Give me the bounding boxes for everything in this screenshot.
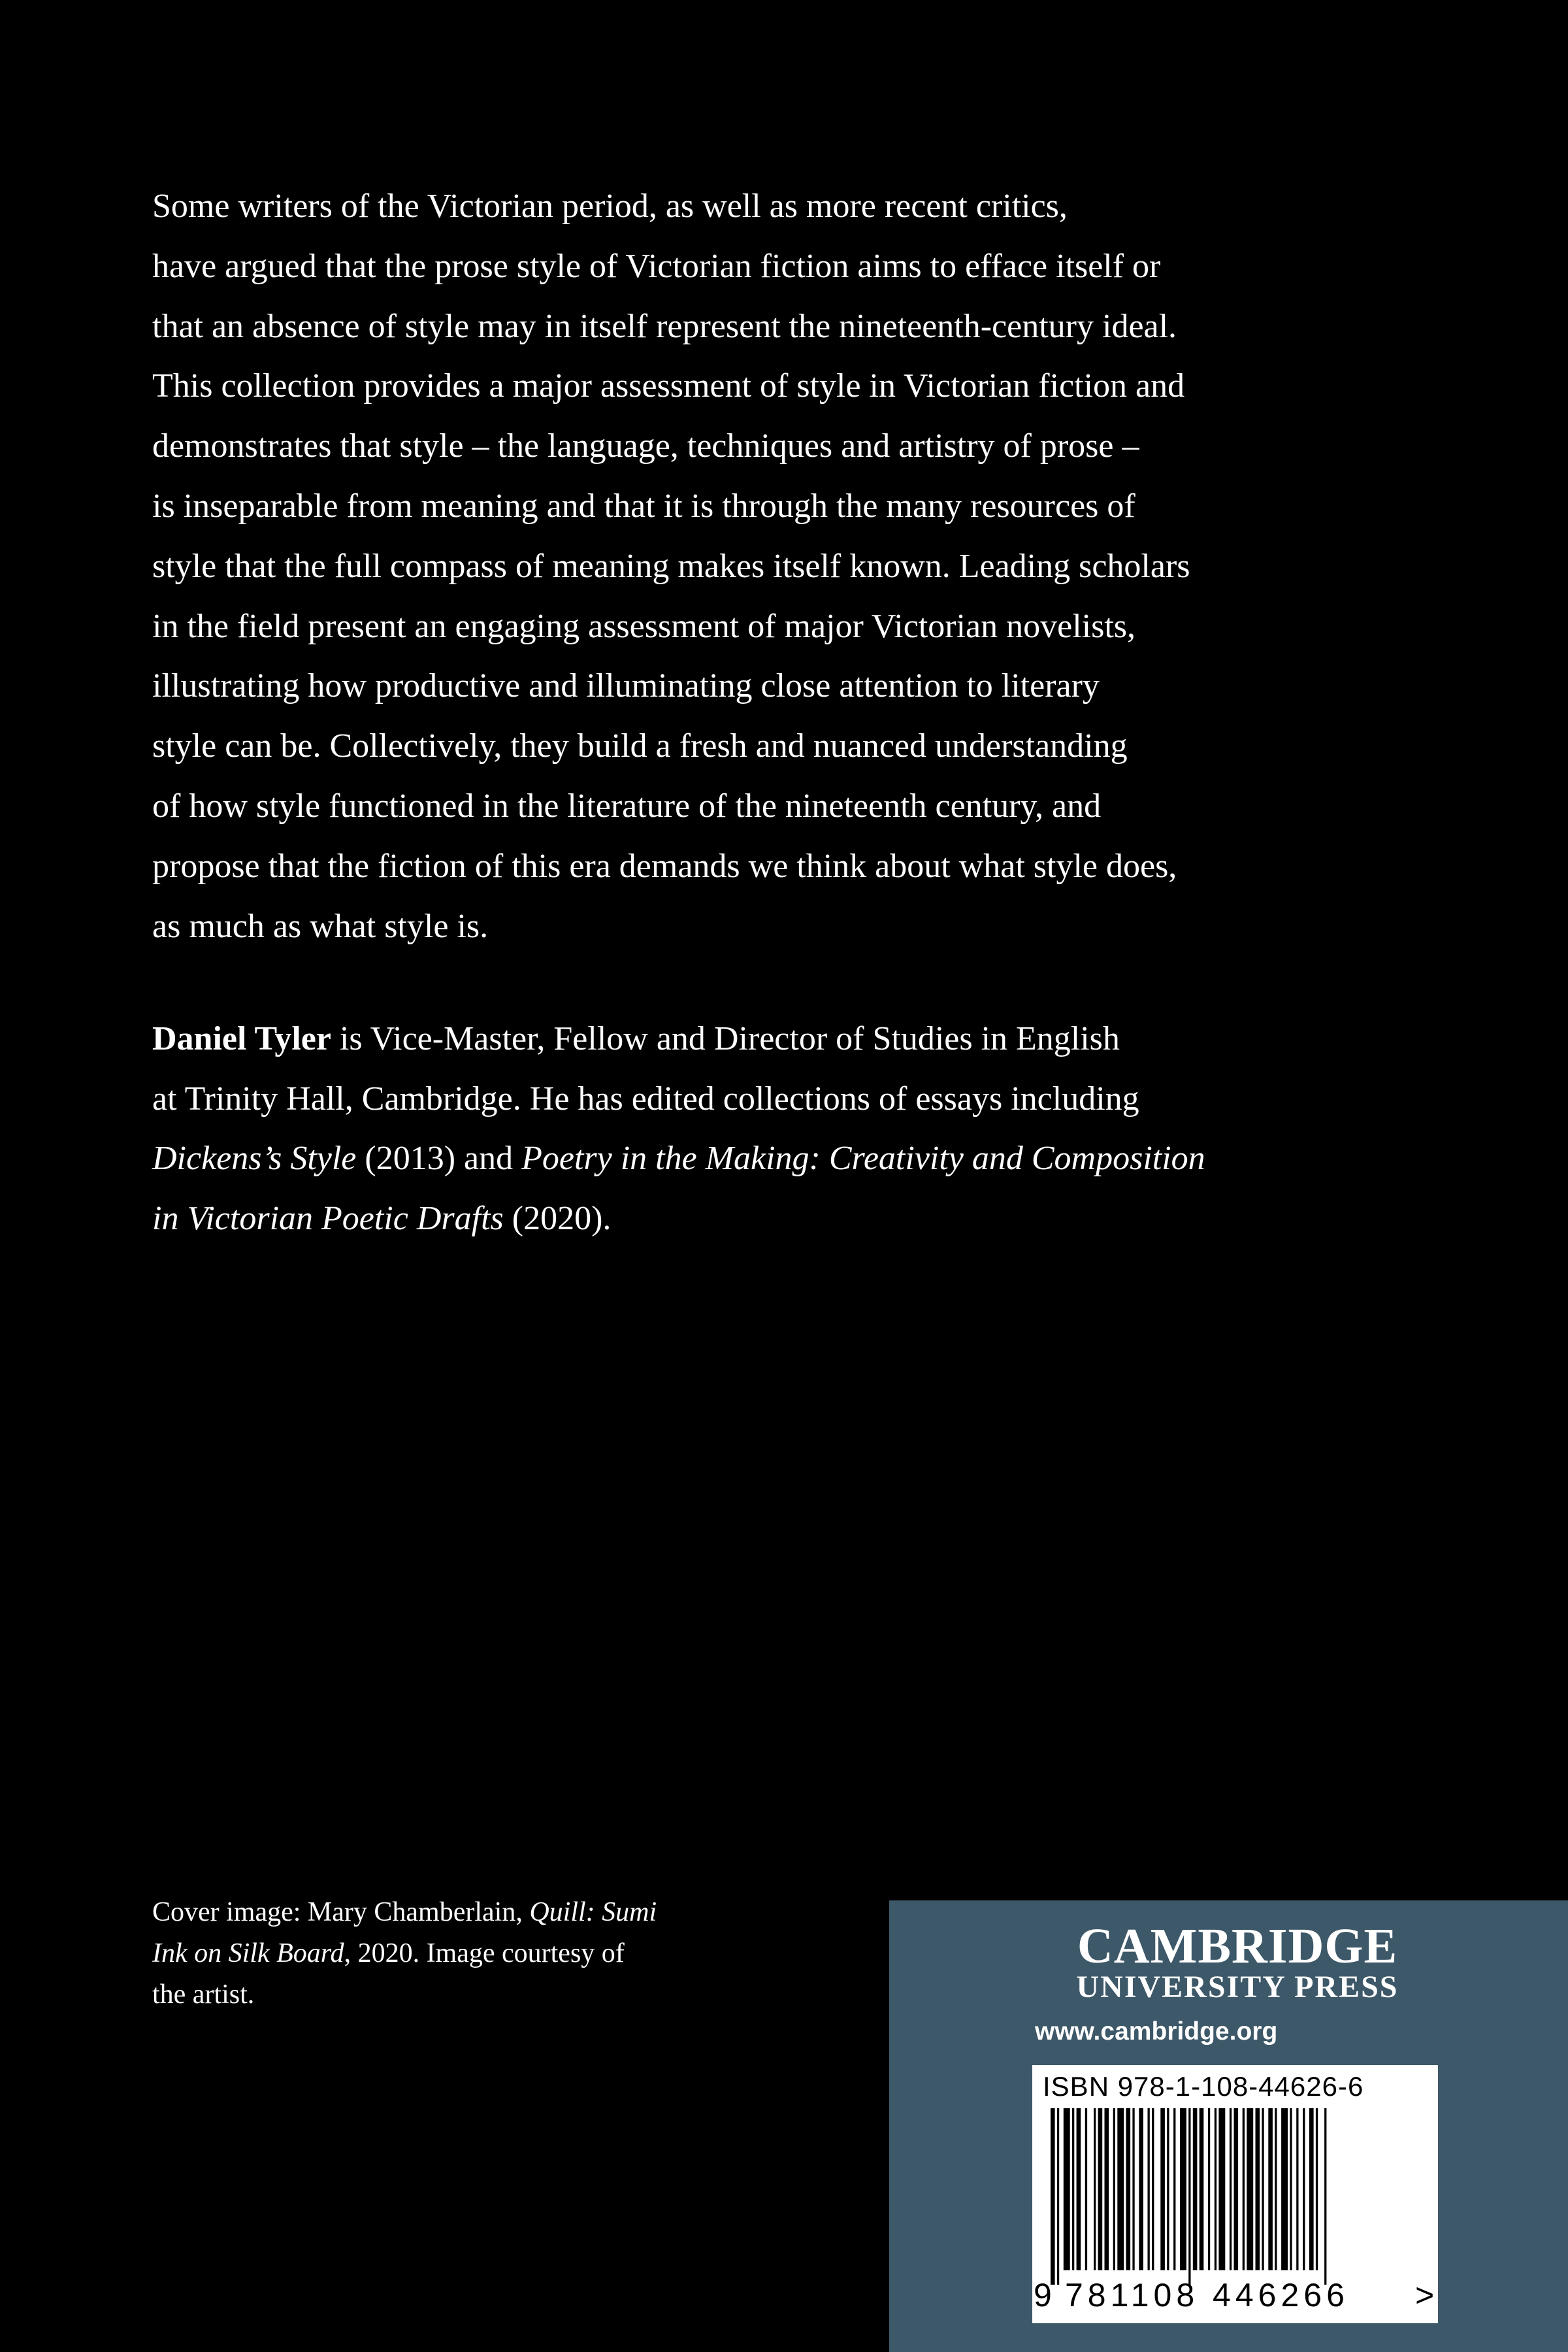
artwork-title-cont: Ink on Silk Board xyxy=(152,1938,344,1968)
barcode-bar xyxy=(1132,2108,1134,2270)
description-line: style that the full compass of meaning makes itself known. Leading scholars xyxy=(152,547,1190,585)
barcode-bar xyxy=(1180,2108,1186,2270)
credit-line: the artist. xyxy=(152,1979,255,2010)
book-title-poetry-in-the-making-cont: in Victorian Poetic Drafts xyxy=(152,1199,504,1237)
book-description xyxy=(152,176,1328,956)
book-title-dickens-style: Dickens’s Style xyxy=(152,1140,357,1177)
barcode-bar xyxy=(1281,2108,1288,2270)
barcode-bar xyxy=(1064,2108,1070,2270)
barcode-bars xyxy=(1051,2108,1410,2285)
barcode-bar xyxy=(1268,2108,1273,2270)
barcode-bar xyxy=(1316,2108,1318,2270)
barcode-bar xyxy=(1098,2108,1103,2270)
bio-line xyxy=(152,1129,1328,1189)
description-line: style can be. Collectively, they build a fresh and nuanced understanding xyxy=(152,727,1128,765)
barcode-bar xyxy=(1072,2108,1074,2270)
barcode-bar xyxy=(1262,2108,1264,2270)
barcode-bar xyxy=(1208,2108,1210,2270)
author-name: Daniel Tyler xyxy=(152,1020,331,1057)
publisher-logo-subtitle: UNIVERSITY PRESS xyxy=(1076,1970,1399,2004)
barcode-bar xyxy=(1152,2108,1154,2270)
barcode-arrow: > xyxy=(1415,2277,1439,2313)
credit-text: Cover image: Mary Chamberlain, xyxy=(152,1897,530,1927)
description-line: propose that the fiction of this era demands we think about what style does, xyxy=(152,847,1177,885)
author-bio xyxy=(152,1009,1328,1248)
barcode-bar xyxy=(1167,2108,1169,2270)
barcode-bar xyxy=(1290,2108,1292,2270)
isbn-barcode xyxy=(1032,2065,1438,2323)
barcode-bar xyxy=(1200,2108,1204,2270)
publisher-logo-name: CAMBRIDGE xyxy=(1077,1919,1398,1974)
barcode-bar xyxy=(1193,2108,1198,2270)
description-line: Some writers of the Victorian period, as well as more recent critics, xyxy=(152,188,1068,225)
description-line: illustrating how productive and illuminating close attention to literary xyxy=(152,667,1100,705)
description-line: demonstrates that style – the language, techniques and artistry of prose – xyxy=(152,427,1139,465)
barcode-bar xyxy=(1051,2108,1055,2285)
barcode-first-digit: 9 xyxy=(1034,2277,1056,2313)
barcode-bar xyxy=(1247,2108,1253,2270)
publisher-url: www.cambridge.org xyxy=(1035,2017,1278,2046)
artwork-title: Quill: Sumi xyxy=(529,1897,657,1927)
barcode-bar xyxy=(1188,2108,1190,2285)
bio-text: (2020). xyxy=(503,1199,612,1237)
barcode-bar xyxy=(1324,2108,1326,2285)
credit-line xyxy=(152,1933,779,1974)
barcode-bar xyxy=(1057,2108,1059,2285)
barcode-bar xyxy=(1117,2108,1124,2270)
barcode-bar xyxy=(1160,2108,1165,2270)
credit-text: , 2020. Image courtesy of xyxy=(344,1938,625,1968)
bio-line xyxy=(152,1189,1328,1249)
bio-text: (2013) and xyxy=(356,1140,522,1177)
bio-line: at Trinity Hall, Cambridge. He has edited collections of essays including xyxy=(152,1080,1139,1118)
book-title-poetry-in-the-making: Poetry in the Making: Creativity and Composition xyxy=(521,1140,1205,1177)
barcode-bar xyxy=(1303,2108,1305,2270)
barcode-bar xyxy=(1296,2108,1298,2270)
barcode-bar xyxy=(1077,2108,1081,2270)
barcode-bar xyxy=(1126,2108,1131,2270)
bio-line xyxy=(152,1009,1328,1069)
description-line: that an absence of style may in itself represent the nineteenth-century ideal. xyxy=(152,307,1177,345)
description-line: have argued that the prose style of Victorian fiction aims to efface itself or xyxy=(152,247,1161,285)
barcode-bar xyxy=(1218,2108,1225,2270)
description-line: is inseparable from meaning and that it is through the many resources of xyxy=(152,487,1135,525)
barcode-bar xyxy=(1085,2108,1087,2270)
barcode-bar xyxy=(1215,2108,1217,2270)
isbn-label: ISBN 978-1-108-44626-6 xyxy=(1043,2071,1364,2102)
barcode-bar xyxy=(1094,2108,1096,2270)
barcode-bar xyxy=(1105,2108,1109,2270)
description-line: This collection provides a major assessment of style in Victorian fiction and xyxy=(152,367,1185,405)
cover-image-credit xyxy=(152,1892,779,2015)
description-line: in the field present an engaging assessment of major Victorian novelists, xyxy=(152,607,1136,645)
description-line: of how style functioned in the literature of the nineteenth century, and xyxy=(152,787,1102,825)
description-line: as much as what style is. xyxy=(152,907,489,945)
barcode-bar xyxy=(1275,2108,1277,2270)
barcode-digits: 781108 446266 xyxy=(1065,2277,1349,2313)
barcode-bar xyxy=(1243,2108,1245,2270)
barcode-bar xyxy=(1139,2108,1143,2270)
credit-line xyxy=(152,1892,779,1933)
barcode-bar xyxy=(1113,2108,1115,2270)
barcode-bar xyxy=(1234,2108,1239,2270)
barcode-bar xyxy=(1230,2108,1232,2270)
barcode-bar xyxy=(1256,2108,1260,2270)
publisher-panel xyxy=(889,1900,1568,2352)
barcode-bar xyxy=(1173,2108,1175,2270)
barcode-bar xyxy=(1309,2108,1314,2270)
bio-text: is Vice-Master, Fellow and Director of Studies in English xyxy=(331,1020,1120,1057)
barcode-bar xyxy=(1148,2108,1150,2270)
